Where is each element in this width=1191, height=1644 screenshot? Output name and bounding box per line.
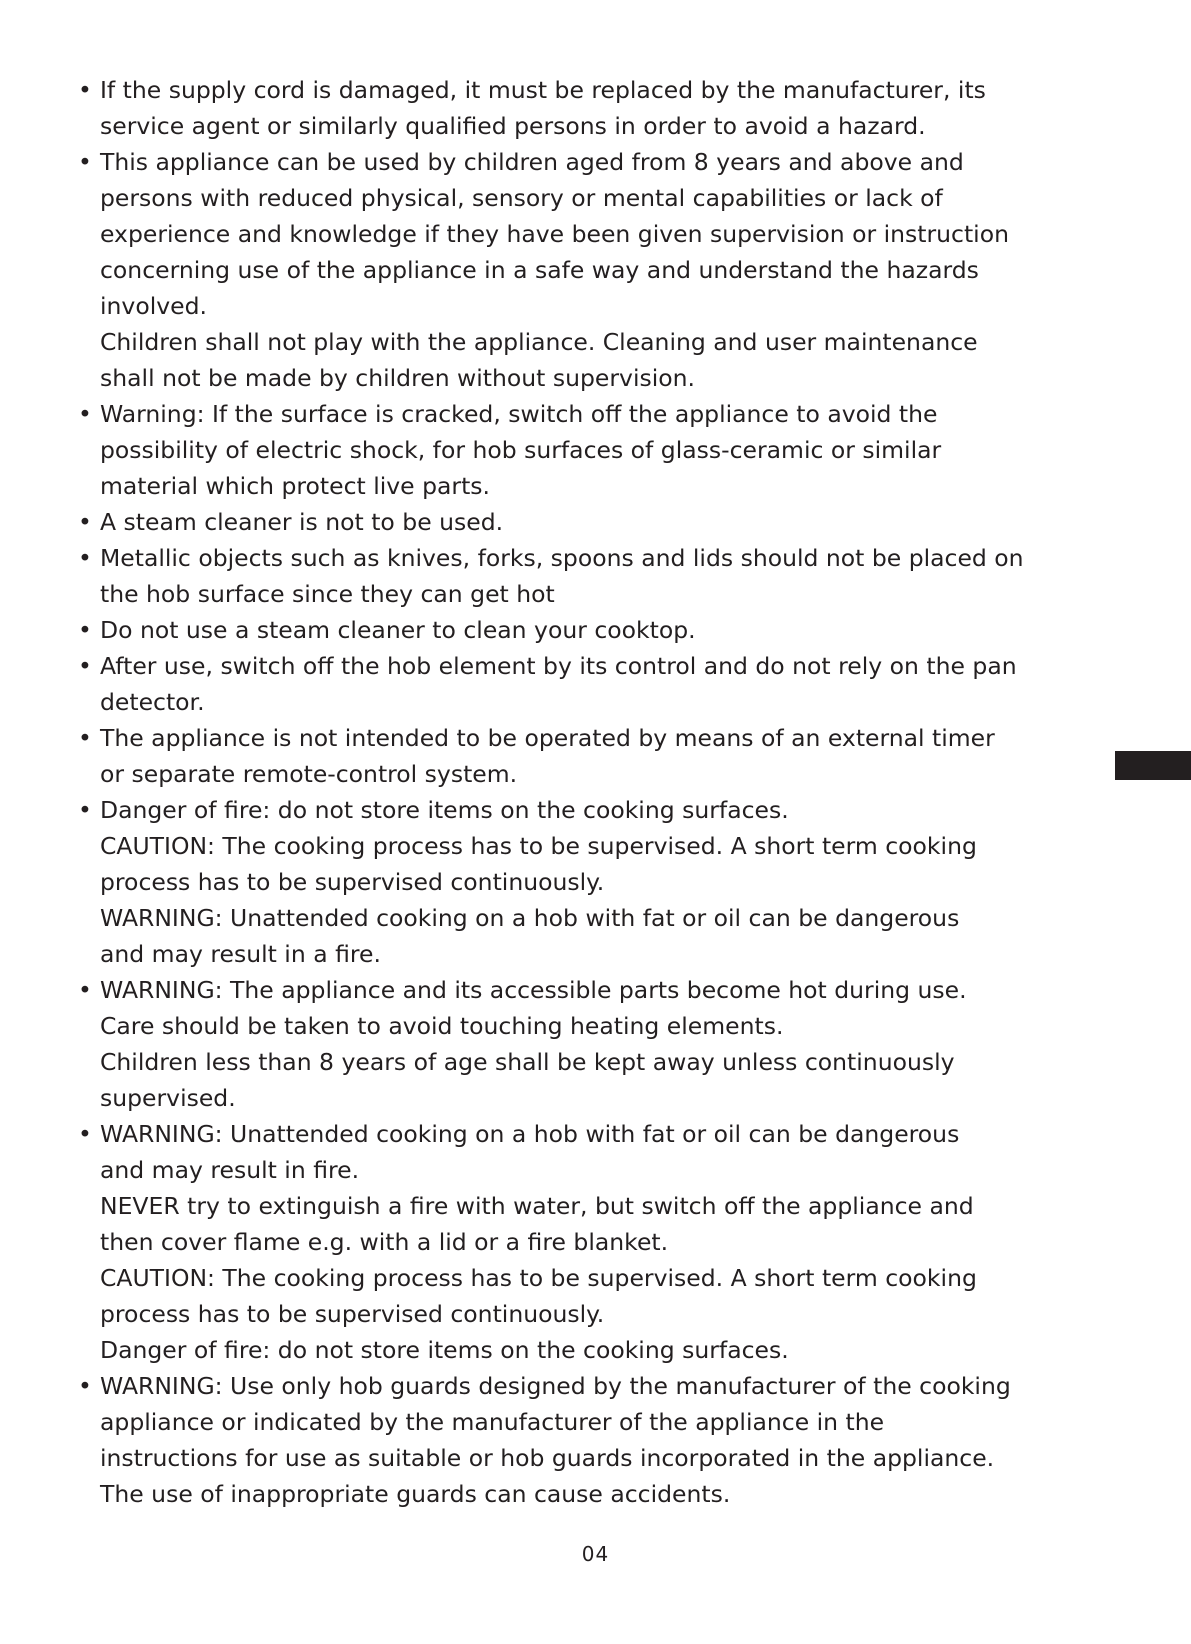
line-text: process has to be supervised continuously. xyxy=(100,868,605,896)
safety-instructions-list xyxy=(78,72,1118,1512)
bullet-item-line xyxy=(78,792,1118,828)
continuation-line xyxy=(78,324,1118,360)
continuation-line xyxy=(78,1044,1118,1080)
bullet-icon: • xyxy=(78,508,92,536)
line-text: If the supply cord is damaged, it must be replaced by the manufacturer, its xyxy=(100,76,986,104)
line-text: NEVER try to extinguish a fire with water, but switch off the appliance and xyxy=(100,1192,974,1220)
line-text: CAUTION: The cooking process has to be supervised. A short term cooking xyxy=(100,1264,977,1292)
line-text: shall not be made by children without supervision. xyxy=(100,364,695,392)
bullet-icon: • xyxy=(78,76,92,104)
continuation-line xyxy=(78,684,1118,720)
line-text: The appliance is not intended to be operated by means of an external timer xyxy=(100,724,995,752)
bullet-icon: • xyxy=(78,544,92,572)
continuation-line xyxy=(78,828,1118,864)
bullet-item-line xyxy=(78,540,1118,576)
continuation-line xyxy=(78,1152,1118,1188)
bullet-item-line xyxy=(78,648,1118,684)
continuation-line xyxy=(78,432,1118,468)
bullet-item-line xyxy=(78,396,1118,432)
line-text: WARNING: Unattended cooking on a hob with fat or oil can be dangerous xyxy=(100,1120,960,1148)
line-text: Care should be taken to avoid touching heating elements. xyxy=(100,1012,784,1040)
line-text: process has to be supervised continuously. xyxy=(100,1300,605,1328)
line-text: material which protect live parts. xyxy=(100,472,490,500)
line-text: and may result in fire. xyxy=(100,1156,360,1184)
line-text: persons with reduced physical, sensory or mental capabilities or lack of xyxy=(100,184,943,212)
line-text: CAUTION: The cooking process has to be supervised. A short term cooking xyxy=(100,832,977,860)
bullet-item-line xyxy=(78,144,1118,180)
line-text: Do not use a steam cleaner to clean your cooktop. xyxy=(100,616,696,644)
line-text: appliance or indicated by the manufacturer of the appliance in the xyxy=(100,1408,885,1436)
line-text: experience and knowledge if they have been given supervision or instruction xyxy=(100,220,1009,248)
continuation-line xyxy=(78,1332,1118,1368)
bullet-item-line xyxy=(78,612,1118,648)
continuation-line xyxy=(78,1008,1118,1044)
bullet-item-line xyxy=(78,972,1118,1008)
bullet-icon: • xyxy=(78,400,92,428)
continuation-line xyxy=(78,1296,1118,1332)
continuation-line xyxy=(78,1260,1118,1296)
section-tab-marker xyxy=(1115,751,1191,780)
continuation-line xyxy=(78,1404,1118,1440)
line-text: After use, switch off the hob element by its control and do not rely on the pan xyxy=(100,652,1017,680)
line-text: possibility of electric shock, for hob surfaces of glass-ceramic or similar xyxy=(100,436,942,464)
line-text: Danger of fire: do not store items on the cooking surfaces. xyxy=(100,1336,789,1364)
line-text: service agent or similarly qualified persons in order to avoid a hazard. xyxy=(100,112,926,140)
line-text: WARNING: Use only hob guards designed by the manufacturer of the cooking xyxy=(100,1372,1011,1400)
continuation-line xyxy=(78,1188,1118,1224)
line-text: Warning: If the surface is cracked, switch off the appliance to avoid the xyxy=(100,400,938,428)
line-text: WARNING: Unattended cooking on a hob with fat or oil can be dangerous xyxy=(100,904,960,932)
line-text: concerning use of the appliance in a safe way and understand the hazards xyxy=(100,256,979,284)
bullet-item-line xyxy=(78,1368,1118,1404)
continuation-line xyxy=(78,1224,1118,1260)
bullet-icon: • xyxy=(78,652,92,680)
bullet-item-line xyxy=(78,720,1118,756)
line-text: Children less than 8 years of age shall be kept away unless continuously xyxy=(100,1048,955,1076)
line-text: Children shall not play with the appliance. Cleaning and user maintenance xyxy=(100,328,978,356)
bullet-item-line xyxy=(78,504,1118,540)
line-text: Danger of fire: do not store items on the cooking surfaces. xyxy=(100,796,789,824)
continuation-line xyxy=(78,936,1118,972)
bullet-icon: • xyxy=(78,616,92,644)
line-text: This appliance can be used by children aged from 8 years and above and xyxy=(100,148,964,176)
continuation-line xyxy=(78,864,1118,900)
line-text: The use of inappropriate guards can cause accidents. xyxy=(100,1480,731,1508)
line-text: instructions for use as suitable or hob guards incorporated in the appliance. xyxy=(100,1444,995,1472)
continuation-line xyxy=(78,468,1118,504)
bullet-icon: • xyxy=(78,1120,92,1148)
continuation-line xyxy=(78,252,1118,288)
bullet-icon: • xyxy=(78,148,92,176)
line-text: WARNING: The appliance and its accessible parts become hot during use. xyxy=(100,976,967,1004)
line-text: detector. xyxy=(100,688,205,716)
continuation-line xyxy=(78,1080,1118,1116)
line-text: or separate remote-control system. xyxy=(100,760,518,788)
line-text: the hob surface since they can get hot xyxy=(100,580,555,608)
bullet-item-line xyxy=(78,72,1118,108)
continuation-line xyxy=(78,180,1118,216)
continuation-line xyxy=(78,576,1118,612)
continuation-line xyxy=(78,900,1118,936)
line-text: Metallic objects such as knives, forks, spoons and lids should not be placed on xyxy=(100,544,1024,572)
page-number: 04 xyxy=(581,1542,610,1566)
continuation-line xyxy=(78,1476,1118,1512)
bullet-icon: • xyxy=(78,724,92,752)
continuation-line xyxy=(78,360,1118,396)
line-text: involved. xyxy=(100,292,207,320)
line-text: A steam cleaner is not to be used. xyxy=(100,508,504,536)
lines-container xyxy=(78,72,1118,1512)
continuation-line xyxy=(78,108,1118,144)
line-text: supervised. xyxy=(100,1084,236,1112)
bullet-item-line xyxy=(78,1116,1118,1152)
continuation-line xyxy=(78,1440,1118,1476)
continuation-line xyxy=(78,756,1118,792)
bullet-icon: • xyxy=(78,1372,92,1400)
line-text: then cover flame e.g. with a lid or a fire blanket. xyxy=(100,1228,669,1256)
bullet-icon: • xyxy=(78,976,92,1004)
line-text: and may result in a fire. xyxy=(100,940,381,968)
continuation-line xyxy=(78,216,1118,252)
continuation-line xyxy=(78,288,1118,324)
bullet-icon: • xyxy=(78,796,92,824)
